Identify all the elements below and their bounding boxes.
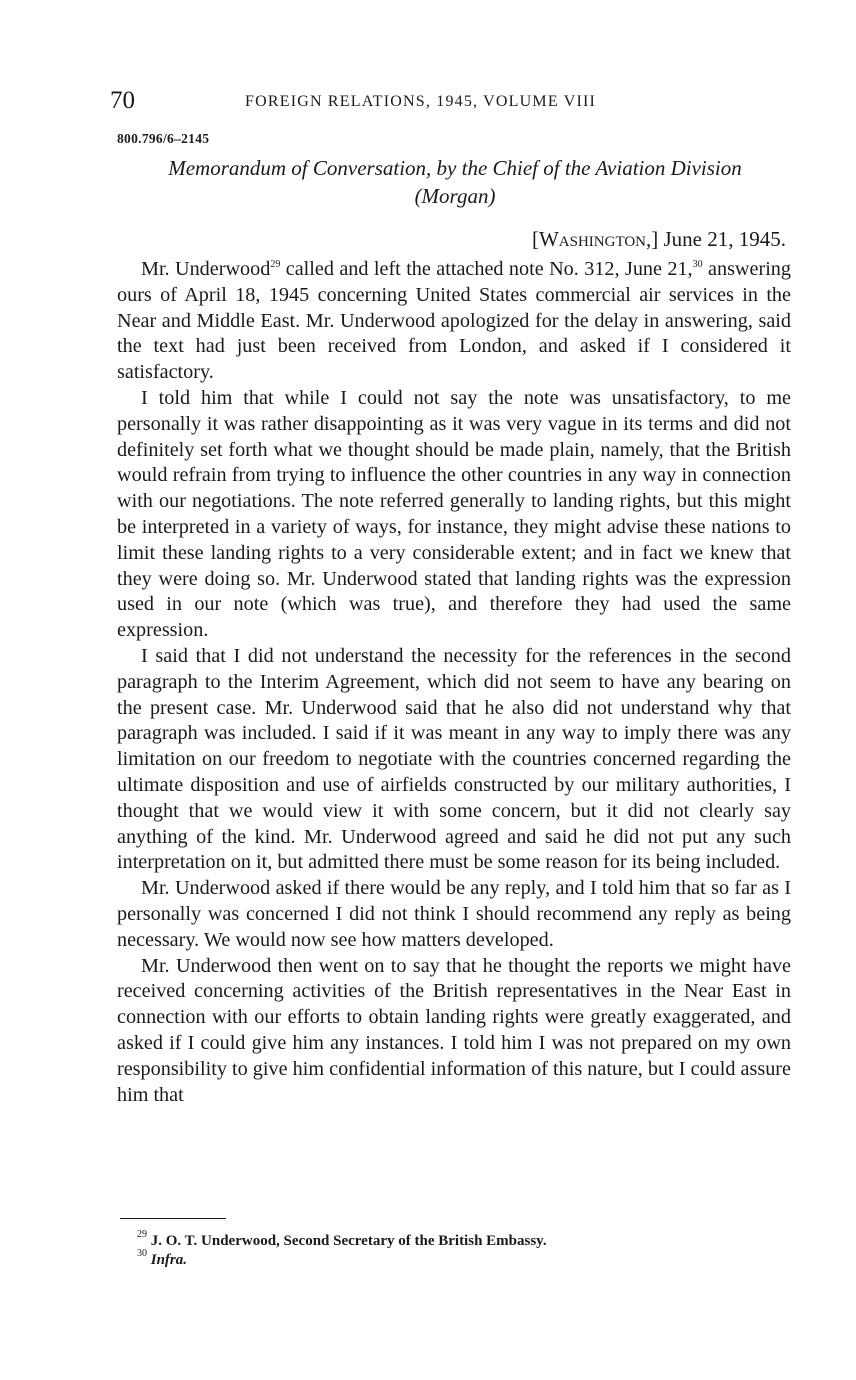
page-number: 70 — [110, 87, 135, 114]
document-title-line-2: (Morgan) — [414, 184, 496, 208]
paragraph-4: Mr. Underwood asked if there would be any reply, and I told him that so far as I personally was concerned I did not think I should recommend any reply as being necessary. We would now see how matters developed. — [117, 877, 791, 951]
paragraph-1-text-b: called and left the attached note No. 312, June 21, — [280, 258, 693, 280]
footnote-marker: 29 — [137, 1229, 147, 1240]
footnote-reference-30: 30 — [692, 259, 703, 270]
paragraph-1 — [117, 257, 791, 386]
footnote-text: Infra. — [150, 1252, 188, 1268]
footnote-divider — [120, 1218, 226, 1219]
running-head: FOREIGN RELATIONS, 1945, VOLUME VIII — [245, 93, 597, 110]
paragraph-5: Mr. Underwood then went on to say that he thought the reports we might have received concerning activities of the British representatives in the Near East in connection with our efforts to obtain landing rights were greatly exaggerated, and asked if I could give him any instances. I told him I was not prepared on my own responsibility to give him confidential information of this nature, but I could assure him that — [117, 954, 791, 1106]
paragraph-3: I said that I did not understand the necessity for the references in the second paragraph to the Interim Agreement, which did not seem to have any bearing on the present case. Mr. Underwood said that he also did not understand why that paragraph was included. I said if it was meant in any way to imply there was any limitation on our freedom to negotiate with the countries concerned regarding the ultimate disposition and use of airfields constructed by our military authorities, I thought that we would view it with some concern, but it did not clearly say anything of the kind. Mr. Underwood agreed and said he did not put any such interpretation on it, but admitted there must be some reason for its being included. — [117, 644, 791, 874]
paragraph-2: I told him that while I could not say the note was unsatisfactory, to me personally it was rather disappointing as it was very vague in its terms and did not definitely set forth what we thought should be made plain, namely, that the British would refrain from trying to influence the other countries in any way in connection with our negotiations. The note referred generally to landing rights, but this might be interpreted in a variety of ways, for instance, they might advise these nations to limit these landing rights to a very considerable extent; and in fact we knew that they were doing so. Mr. Underwood stated that landing rights was the expression used in our note (which was true), and therefore they had used the same expression. — [117, 386, 791, 642]
document-title-line-1: Memorandum of Conversation, by the Chief of the Aviation Division — [168, 156, 742, 180]
document-title — [117, 154, 793, 210]
footnote-30 — [137, 1248, 797, 1270]
paragraph-1-text-c: answering ours of April 18, 1945 concerning United States commercial air services in the Near and Middle East. Mr. Underwood apologized for the delay in answering, said the text had just been received from London, and asked if I considered it satisfactory. — [117, 258, 791, 384]
footnote-marker: 30 — [137, 1248, 147, 1259]
file-number: 800.796/6–2145 — [117, 131, 210, 146]
footnote-text: J. O. T. Underwood, Second Secretary of the British Embassy. — [150, 1233, 547, 1249]
footnote-29 — [137, 1229, 797, 1251]
dateline-date: June 21, 1945. — [663, 227, 786, 251]
footnotes — [137, 1229, 797, 1270]
dateline — [532, 225, 786, 253]
page-header — [110, 86, 800, 116]
footnote-reference-29: 29 — [270, 259, 281, 270]
dateline-place: [Washington,] — [531, 227, 659, 251]
memorandum-body — [117, 257, 791, 1108]
paragraph-1-text-a: Mr. Underwood — [141, 258, 271, 280]
